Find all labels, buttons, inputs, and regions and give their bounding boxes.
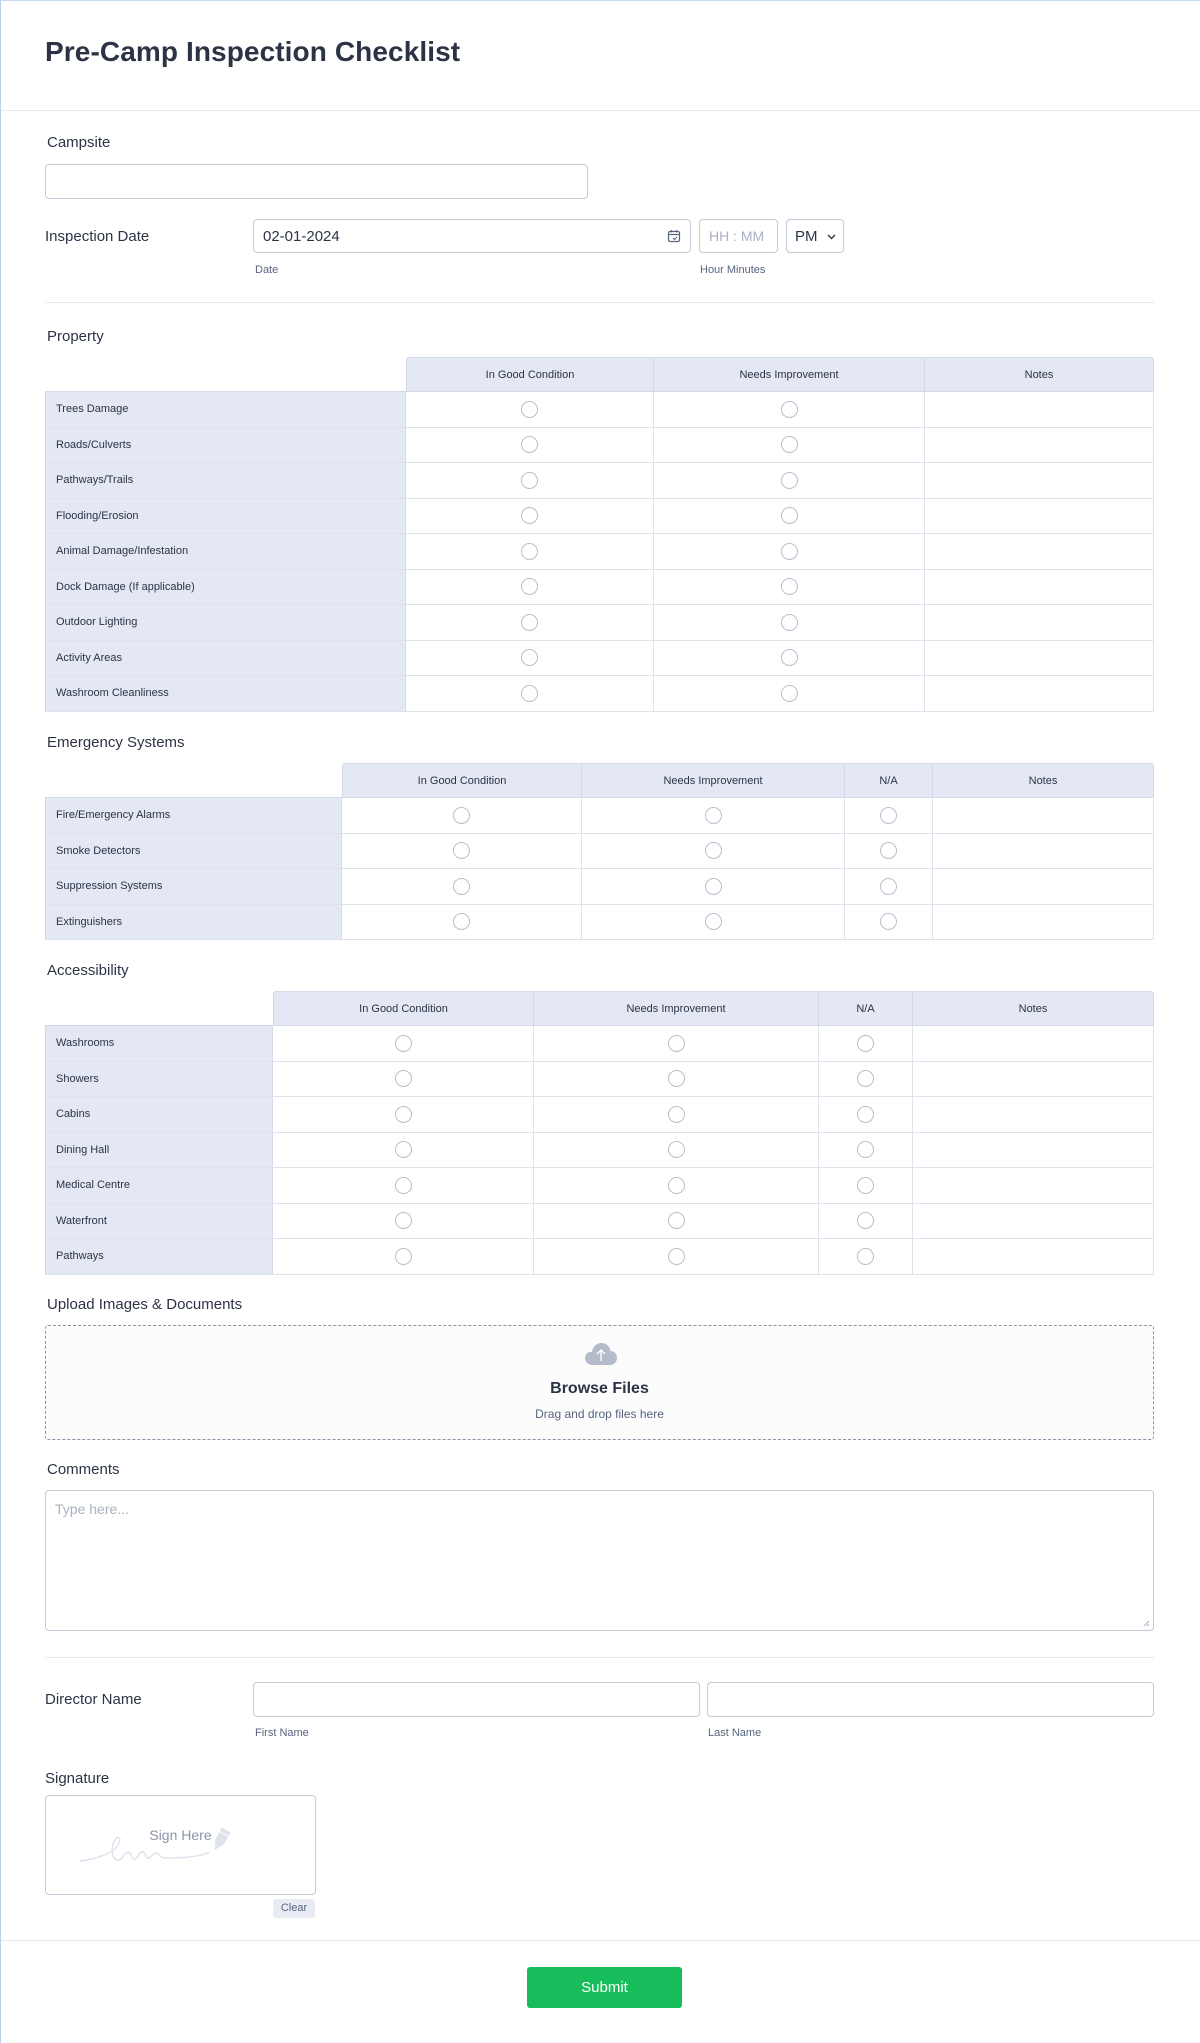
first-name-sublabel: First Name — [255, 1727, 309, 1739]
radio-good[interactable] — [521, 436, 538, 453]
date-input[interactable] — [253, 219, 691, 253]
notes-cell[interactable] — [933, 834, 1154, 870]
row-label: Suppression Systems — [45, 869, 342, 905]
clear-signature-button[interactable]: Clear — [273, 1899, 315, 1918]
radio-na[interactable] — [880, 842, 897, 859]
radio-good[interactable] — [521, 401, 538, 418]
notes-cell[interactable] — [913, 1026, 1154, 1062]
row-label: Washrooms — [45, 1026, 273, 1062]
radio-na[interactable] — [880, 878, 897, 895]
last-name-input[interactable] — [707, 1682, 1154, 1717]
table-row — [45, 1168, 1154, 1204]
radio-na[interactable] — [857, 1248, 874, 1265]
radio-na[interactable] — [857, 1070, 874, 1087]
radio-needs-improvement[interactable] — [781, 472, 798, 489]
radio-needs-improvement[interactable] — [668, 1212, 685, 1229]
radio-needs-improvement[interactable] — [705, 878, 722, 895]
row-label: Dock Damage (If applicable) — [45, 570, 406, 606]
ampm-value: PM — [795, 228, 818, 245]
notes-cell[interactable] — [925, 499, 1154, 535]
row-label: Medical Centre — [45, 1168, 273, 1204]
column-header: Needs Improvement — [654, 357, 925, 392]
radio-good[interactable] — [521, 578, 538, 595]
radio-needs-improvement[interactable] — [781, 436, 798, 453]
notes-cell[interactable] — [913, 1133, 1154, 1169]
blank-header — [45, 357, 406, 392]
radio-needs-improvement[interactable] — [781, 614, 798, 631]
radio-needs-improvement[interactable] — [668, 1070, 685, 1087]
row-label: Showers — [45, 1062, 273, 1098]
notes-cell[interactable] — [933, 869, 1154, 905]
column-header: N/A — [845, 763, 933, 798]
notes-cell[interactable] — [913, 1062, 1154, 1098]
row-label: Extinguishers — [45, 905, 342, 941]
signature-scribble-icon — [80, 1826, 290, 1866]
radio-good[interactable] — [521, 685, 538, 702]
radio-good[interactable] — [521, 614, 538, 631]
radio-good[interactable] — [521, 649, 538, 666]
section-divider — [45, 302, 1154, 303]
row-label: Cabins — [45, 1097, 273, 1133]
notes-cell[interactable] — [913, 1097, 1154, 1133]
radio-na[interactable] — [857, 1106, 874, 1123]
column-header: In Good Condition — [406, 357, 654, 392]
table-row — [45, 1062, 1154, 1098]
notes-cell[interactable] — [925, 392, 1154, 428]
row-label: Pathways/Trails — [45, 463, 406, 499]
date-sublabel: Date — [255, 264, 279, 276]
notes-cell[interactable] — [913, 1239, 1154, 1275]
blank-header — [45, 991, 273, 1026]
row-label: Dining Hall — [45, 1133, 273, 1169]
radio-good[interactable] — [521, 543, 538, 560]
radio-good[interactable] — [395, 1177, 412, 1194]
table-row — [45, 1204, 1154, 1240]
radio-good[interactable] — [395, 1070, 412, 1087]
column-header: Notes — [913, 991, 1154, 1026]
column-header: In Good Condition — [273, 991, 534, 1026]
table-row — [45, 1026, 1154, 1062]
radio-needs-improvement[interactable] — [781, 649, 798, 666]
column-header: N/A — [819, 991, 913, 1026]
campsite-label: Campsite — [47, 134, 111, 151]
table-row — [45, 392, 1154, 428]
radio-needs-improvement[interactable] — [705, 842, 722, 859]
notes-cell[interactable] — [925, 534, 1154, 570]
upload-label: Upload Images & Documents — [47, 1296, 243, 1313]
radio-good[interactable] — [453, 878, 470, 895]
radio-good[interactable] — [521, 472, 538, 489]
comments-textarea[interactable] — [45, 1490, 1154, 1631]
radio-needs-improvement[interactable] — [781, 543, 798, 560]
time-sublabel: Hour Minutes — [700, 264, 766, 276]
row-label: Activity Areas — [45, 641, 406, 677]
ampm-select[interactable] — [786, 219, 844, 253]
column-header: Needs Improvement — [582, 763, 845, 798]
radio-good[interactable] — [395, 1141, 412, 1158]
radio-needs-improvement[interactable] — [705, 807, 722, 824]
radio-needs-improvement[interactable] — [781, 685, 798, 702]
column-header: In Good Condition — [342, 763, 582, 798]
table-row — [45, 641, 1154, 677]
row-label: Outdoor Lighting — [45, 605, 406, 641]
sign-here-placeholder: Sign Here — [149, 1827, 212, 1843]
radio-good[interactable] — [395, 1035, 412, 1052]
accessibility-label: Accessibility — [47, 962, 129, 979]
notes-cell[interactable] — [933, 798, 1154, 834]
row-label: Pathways — [45, 1239, 273, 1275]
radio-na[interactable] — [857, 1177, 874, 1194]
radio-good[interactable] — [395, 1248, 412, 1265]
column-header: Notes — [933, 763, 1154, 798]
footer-divider — [1, 1940, 1200, 1941]
property-label: Property — [47, 328, 104, 345]
radio-good[interactable] — [453, 913, 470, 930]
section-divider — [45, 1657, 1154, 1658]
column-header: Needs Improvement — [534, 991, 819, 1026]
accessibility-matrix — [45, 991, 1154, 1275]
row-label: Waterfront — [45, 1204, 273, 1240]
file-dropzone[interactable] — [45, 1325, 1154, 1440]
row-label: Trees Damage — [45, 392, 406, 428]
radio-good[interactable] — [453, 807, 470, 824]
notes-cell[interactable] — [913, 1204, 1154, 1240]
table-row — [45, 1133, 1154, 1169]
emergency-label: Emergency Systems — [47, 734, 185, 751]
notes-cell[interactable] — [925, 463, 1154, 499]
form-title: Pre-Camp Inspection Checklist — [45, 36, 461, 67]
table-row — [45, 534, 1154, 570]
notes-cell[interactable] — [925, 428, 1154, 464]
notes-cell[interactable] — [913, 1168, 1154, 1204]
blank-header — [45, 763, 342, 798]
radio-needs-improvement[interactable] — [668, 1141, 685, 1158]
inspection-date-label: Inspection Date — [45, 228, 150, 245]
table-row — [45, 605, 1154, 641]
resize-handle-icon[interactable] — [1143, 1620, 1150, 1627]
emergency-matrix — [45, 763, 1154, 940]
submit-button[interactable]: Submit — [527, 1967, 682, 2008]
table-row — [45, 905, 1154, 941]
radio-needs-improvement[interactable] — [668, 1106, 685, 1123]
table-row — [45, 428, 1154, 464]
notes-cell[interactable] — [925, 676, 1154, 712]
radio-needs-improvement[interactable] — [668, 1248, 685, 1265]
notes-cell[interactable] — [925, 570, 1154, 606]
campsite-input[interactable] — [45, 164, 588, 199]
radio-good[interactable] — [521, 507, 538, 524]
table-row — [45, 1097, 1154, 1133]
signature-label: Signature — [45, 1770, 110, 1787]
radio-needs-improvement[interactable] — [781, 401, 798, 418]
notes-cell[interactable] — [925, 641, 1154, 677]
radio-good[interactable] — [395, 1212, 412, 1229]
comments-label: Comments — [47, 1461, 120, 1478]
drag-drop-hint: Drag and drop files here — [535, 1407, 664, 1421]
radio-needs-improvement[interactable] — [668, 1177, 685, 1194]
notes-cell[interactable] — [925, 605, 1154, 641]
cloud-upload-icon — [584, 1342, 618, 1366]
radio-needs-improvement[interactable] — [781, 507, 798, 524]
table-row — [45, 1239, 1154, 1275]
calendar-icon[interactable] — [667, 229, 681, 243]
column-header: Notes — [925, 357, 1154, 392]
notes-cell[interactable] — [933, 905, 1154, 941]
radio-na[interactable] — [857, 1212, 874, 1229]
radio-na[interactable] — [857, 1141, 874, 1158]
time-input[interactable] — [699, 219, 778, 253]
table-row — [45, 463, 1154, 499]
table-row — [45, 798, 1154, 834]
radio-good[interactable] — [395, 1106, 412, 1123]
property-matrix — [45, 357, 1154, 712]
last-name-sublabel: Last Name — [708, 1727, 762, 1739]
radio-good[interactable] — [453, 842, 470, 859]
date-value: 02-01-2024 — [263, 228, 340, 245]
radio-na[interactable] — [880, 913, 897, 930]
table-row — [45, 869, 1154, 905]
table-row — [45, 570, 1154, 606]
radio-na[interactable] — [880, 807, 897, 824]
time-placeholder: HH : MM — [709, 228, 765, 244]
row-label: Fire/Emergency Alarms — [45, 798, 342, 834]
radio-needs-improvement[interactable] — [668, 1035, 685, 1052]
signature-pad[interactable] — [45, 1795, 316, 1895]
radio-needs-improvement[interactable] — [705, 913, 722, 930]
table-row — [45, 834, 1154, 870]
row-label: Roads/Culverts — [45, 428, 406, 464]
radio-na[interactable] — [857, 1035, 874, 1052]
row-label: Washroom Cleanliness — [45, 676, 406, 712]
row-label: Flooding/Erosion — [45, 499, 406, 535]
row-label: Smoke Detectors — [45, 834, 342, 870]
browse-files-button[interactable]: Browse Files — [550, 1380, 649, 1397]
table-row — [45, 676, 1154, 712]
chevron-down-icon — [827, 234, 836, 240]
table-row — [45, 499, 1154, 535]
comments-placeholder: Type here... — [55, 1501, 129, 1517]
director-name-label: Director Name — [45, 1691, 142, 1708]
first-name-input[interactable] — [253, 1682, 700, 1717]
row-label: Animal Damage/Infestation — [45, 534, 406, 570]
header-divider — [1, 110, 1200, 111]
radio-needs-improvement[interactable] — [781, 578, 798, 595]
